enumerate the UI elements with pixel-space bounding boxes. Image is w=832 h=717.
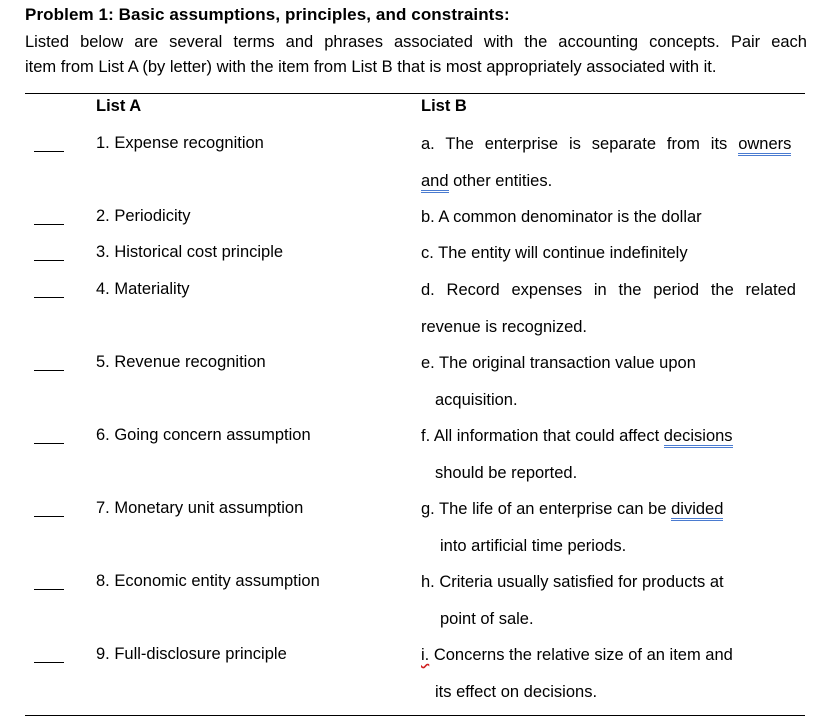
answer-blank[interactable] (34, 370, 64, 371)
answer-blank[interactable] (34, 260, 64, 261)
answer-blank[interactable] (34, 297, 64, 298)
table-bottom-rule (25, 715, 805, 716)
list-b-item: e. The original transaction value upon acquisition. (421, 354, 696, 409)
answer-blank[interactable] (34, 662, 64, 663)
instructions-line-1: Listed below are several terms and phrases associated with the accounting concepts. Pair each (25, 33, 807, 51)
list-a-item: 9. Full-disclosure principle (96, 645, 287, 663)
underlined-word: divided (671, 500, 723, 521)
underlined-word: decisions (664, 427, 733, 448)
instructions (25, 30, 807, 80)
list-b-header: List B (421, 97, 467, 115)
list-b-item: d. Record expenses in the period the related revenue is recognized. (421, 281, 796, 336)
list-a-item: 6. Going concern assumption (96, 426, 311, 444)
list-b-item: c. The entity will continue indefinitely (421, 244, 688, 262)
instructions-line-2: item from List A (by letter) with the item from List B that is most appropriately associated with it. (25, 58, 717, 76)
list-a-item: 3. Historical cost principle (96, 243, 284, 261)
spellcheck-flag: i. (421, 646, 430, 664)
list-b-item: f. All information that could affect decisions should be reported. (421, 427, 733, 482)
list-a-item: 5. Revenue recognition (96, 353, 266, 371)
answer-blank[interactable] (34, 516, 64, 517)
answer-blank[interactable] (34, 224, 64, 225)
list-a-item: 2. Periodicity (96, 207, 191, 225)
list-a-item: 7. Monetary unit assumption (96, 499, 304, 517)
list-b-item: h. Criteria usually satisfied for products at point of sale. (421, 573, 724, 628)
list-a-item: 1. Expense recognition (96, 134, 264, 152)
table-top-rule (25, 93, 805, 94)
list-b-item: i. Concerns the relative size of an item and its effect on decisions. (421, 646, 733, 701)
list-b-item: a. The enterprise is separate from its owners and other entities. (421, 126, 796, 199)
list-b-item: g. The life of an enterprise can be divided into artificial time periods. (421, 500, 724, 555)
answer-blank[interactable] (34, 151, 64, 152)
problem-title: Problem 1: Basic assumptions, principles, and constraints: (25, 5, 510, 24)
answer-blank[interactable] (34, 443, 64, 444)
underlined-word: owners (738, 135, 791, 156)
answer-blank[interactable] (34, 589, 64, 590)
list-a-header: List A (96, 97, 142, 115)
list-a-item: 4. Materiality (96, 280, 190, 298)
underlined-word: and (421, 172, 449, 193)
list-a-item: 8. Economic entity assumption (96, 572, 320, 590)
list-b-item: b. A common denominator is the dollar (421, 208, 702, 226)
